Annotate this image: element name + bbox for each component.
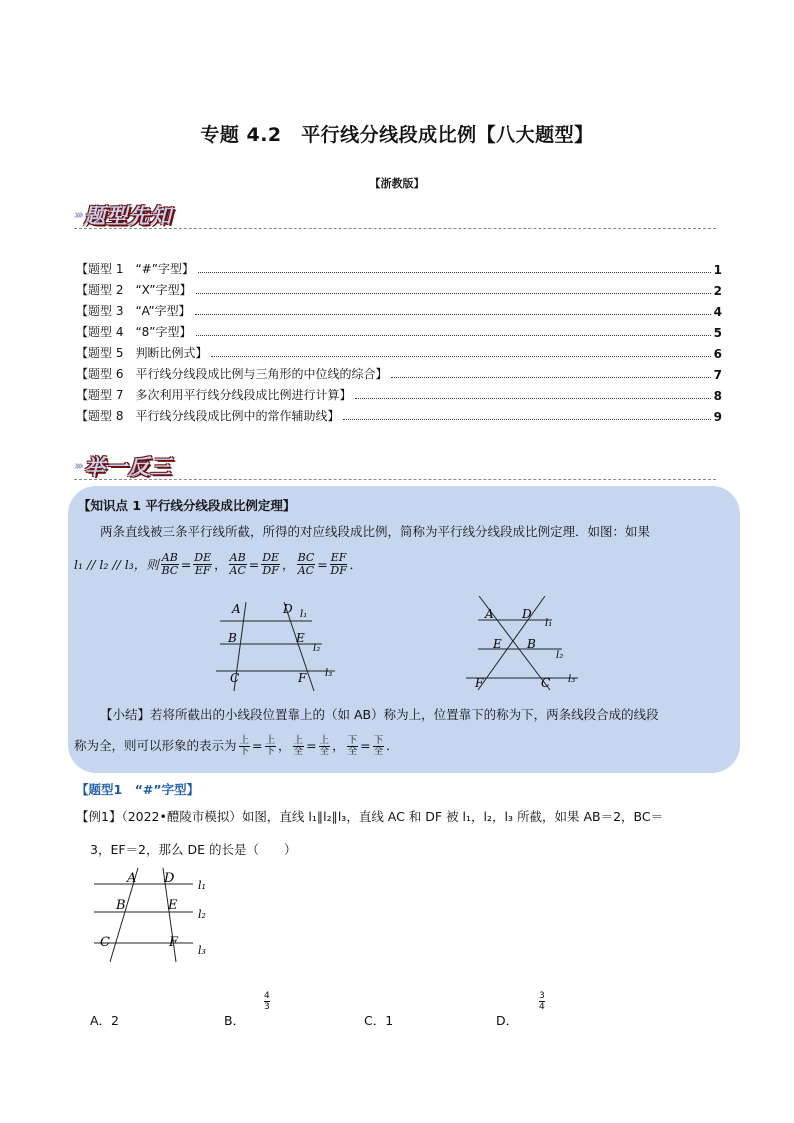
svg-text:A: A xyxy=(485,607,494,621)
svg-text:B: B xyxy=(116,898,126,913)
divider xyxy=(74,228,716,229)
banner-arrows-icon: ››› xyxy=(74,458,82,474)
toc-item[interactable]: 【题型 6 平行线分线段成比例与三角形的中位线的综合】 7 xyxy=(76,367,722,382)
type1-heading: 【题型1 “#”字型】 xyxy=(76,782,200,797)
svg-text:A: A xyxy=(127,871,137,886)
knowledge-heading: 【知识点 1 平行线分线段成比例定理】 xyxy=(78,498,296,513)
svg-text:D: D xyxy=(164,871,175,886)
example-figure xyxy=(88,866,228,966)
figure-x-shape xyxy=(460,596,610,696)
page-title: 专题 4.2 平行线分线段成比例【八大题型】 xyxy=(200,124,594,146)
svg-text:l₁: l₁ xyxy=(300,609,308,620)
svg-text:E: E xyxy=(168,898,178,913)
svg-text:C: C xyxy=(100,935,110,950)
svg-text:F: F xyxy=(475,676,484,690)
svg-text:A: A xyxy=(232,602,241,616)
svg-text:F: F xyxy=(298,671,307,685)
banner-arrows-icon: ››› xyxy=(74,207,82,223)
svg-text:l₁: l₁ xyxy=(198,879,206,892)
svg-text:C: C xyxy=(541,676,551,690)
summary-formula: 称为全，则可以形象的表示为 $\frac{\text{上}}{\text{下}}$ = $\frac{\text{上}}{\text{下}}$ ， $\frac{\text{上}}{\text{全}}$ = $\frac{\text{上}}{\text{全}}$ ， $\frac{\text{下}}{\text{全}}$ = $\frac{\text{下}}{\text{全}}$ ． xyxy=(74,734,399,757)
svg-text:l₃: l₃ xyxy=(198,944,206,957)
theorem-formula: l₁ // l₂ // l₃，则 $\frac{AB}{BC}$ = $\frac{DE}{EF}$ ， $\frac{AB}{AC}$ = $\frac{DE}{DF}$ ， $\frac{BC}{AC}$ = $\frac{EF}{DF}$ ． xyxy=(74,551,362,577)
svg-text:D: D xyxy=(283,602,293,616)
svg-text:E: E xyxy=(493,637,502,651)
banner-title: 举一反三 xyxy=(84,455,173,479)
svg-text:l₂: l₂ xyxy=(198,908,206,921)
choice-b[interactable]: B． xyxy=(224,1013,246,1028)
svg-text:F: F xyxy=(169,935,179,950)
choice-b-fraction: $\frac{4}{3}$ xyxy=(264,991,270,1012)
figure-hash-shape xyxy=(210,596,360,696)
svg-text:l₂: l₂ xyxy=(313,643,321,654)
svg-text:l₂: l₂ xyxy=(556,650,564,661)
banner-title: 题型先知 xyxy=(84,204,173,228)
svg-text:B: B xyxy=(228,631,237,645)
choice-c[interactable]: C．1 xyxy=(364,1013,394,1028)
svg-text:l₁: l₁ xyxy=(545,618,553,629)
svg-text:l₃: l₃ xyxy=(325,668,333,679)
svg-text:l₃: l₃ xyxy=(568,674,576,685)
example-question-line2: 3，EF＝2，那么 DE 的长是（ ） xyxy=(90,842,297,857)
toc-item[interactable]: 【题型 8 平行线分线段成比例中的常作辅助线】 9 xyxy=(76,409,722,424)
choice-d[interactable]: D． xyxy=(496,1013,519,1028)
edition-label: 【浙教版】 xyxy=(369,177,425,190)
svg-text:D: D xyxy=(522,607,532,621)
section-banner-overview xyxy=(74,202,172,228)
toc-item[interactable]: 【题型 4 “8”字型】 5 xyxy=(76,325,722,340)
toc-item[interactable]: 【题型 7 多次利用平行线分线段成比例进行计算】 8 xyxy=(76,388,722,403)
svg-text:E: E xyxy=(296,631,305,645)
table-of-contents xyxy=(76,256,722,424)
example-question-line1: 【例1】（2022•醴陵市模拟）如图，直线 l₁∥l₂∥l₃，直线 AC 和 DF 被 l₁，l₂，l₃ 所截，如果 AB＝2，BC＝ xyxy=(76,809,664,824)
toc-item[interactable]: 【题型 3 “A”字型】 4 xyxy=(76,304,722,319)
summary-line: 【小结】若将所截出的小线段位置靠上的（如 AB）称为上，位置靠下的称为下，两条线段合成的线段 xyxy=(100,707,659,722)
section-banner-examples xyxy=(74,453,172,479)
svg-text:C: C xyxy=(230,671,240,685)
choice-a[interactable]: A．2 xyxy=(90,1013,120,1028)
choice-d-fraction: $\frac{3}{4}$ xyxy=(539,991,545,1012)
svg-text:B: B xyxy=(527,637,536,651)
toc-item[interactable]: 【题型 2 “X”字型】 2 xyxy=(76,283,722,298)
toc-item[interactable]: 【题型 5 判断比例式】 6 xyxy=(76,346,722,361)
divider xyxy=(74,479,716,480)
knowledge-paragraph: 两条直线被三条平行线所截，所得的对应线段成比例，简称为平行线分线段成比例定理．如图：如果 xyxy=(100,524,651,539)
toc-item[interactable]: 【题型 1 “#”字型】 1 xyxy=(76,262,722,277)
